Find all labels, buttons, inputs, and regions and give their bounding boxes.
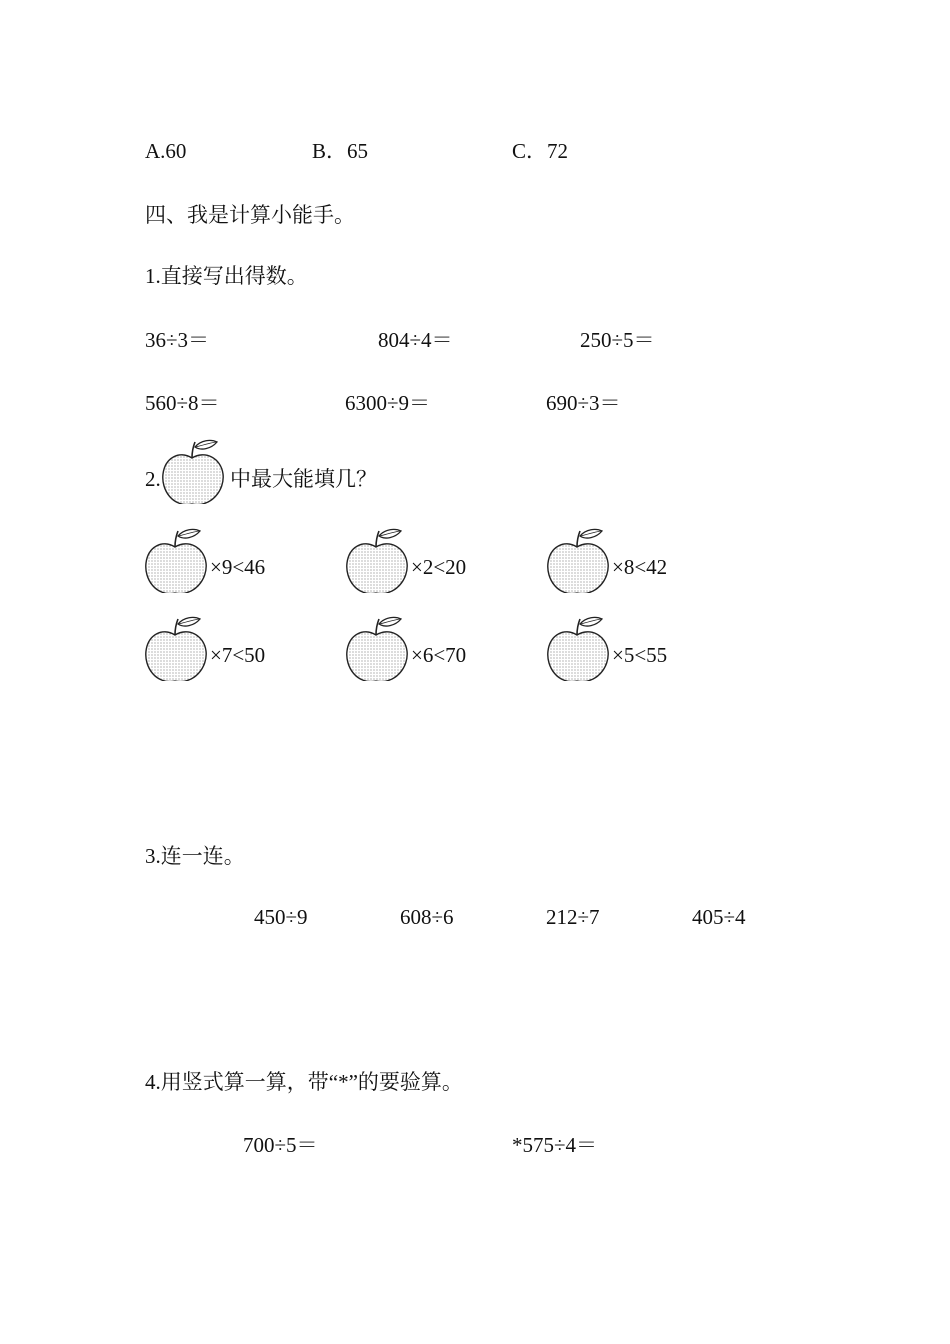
q1-item: 6300÷9＝ [345, 391, 431, 415]
q2-item: ×5<55 [612, 643, 668, 667]
apple-icon [343, 527, 413, 593]
option-a: A.60 [145, 139, 187, 163]
q2-item: ×8<42 [612, 555, 668, 579]
q4-title: 4.用竖式算一算，带“*”的要验算。 [145, 1070, 463, 1094]
q3-title: 3.连一连。 [145, 844, 245, 868]
apple-icon [158, 438, 230, 504]
section4-title: 四、我是计算小能手。 [145, 203, 355, 227]
q2-prefix: 2. [145, 467, 161, 491]
q2-item: ×6<70 [411, 643, 467, 667]
q1-item: 804÷4＝ [378, 328, 453, 352]
q2-item: ×7<50 [210, 643, 266, 667]
q4-item: *575÷4＝ [512, 1133, 598, 1157]
q2-suffix: 中最大能填几？ [230, 467, 377, 491]
q4-item: 700÷5＝ [243, 1133, 318, 1157]
apple-icon [544, 615, 614, 681]
q1-item: 690÷3＝ [546, 391, 621, 415]
q2-item: ×2<20 [411, 555, 467, 579]
q1-item: 36÷3＝ [145, 328, 210, 352]
q3-item: 450÷9 [254, 905, 308, 929]
q1-item: 250÷5＝ [580, 328, 655, 352]
apple-icon [142, 615, 212, 681]
q3-item: 405÷4 [692, 905, 746, 929]
q3-item: 212÷7 [546, 905, 600, 929]
q2-item: ×9<46 [210, 555, 266, 579]
q3-item: 608÷6 [400, 905, 454, 929]
option-b: B．65 [312, 139, 369, 163]
apple-icon [142, 527, 212, 593]
option-c: C．72 [512, 139, 569, 163]
apple-icon [544, 527, 614, 593]
apple-icon [343, 615, 413, 681]
q1-title: 1.直接写出得数。 [145, 264, 308, 288]
q1-item: 560÷8＝ [145, 391, 220, 415]
